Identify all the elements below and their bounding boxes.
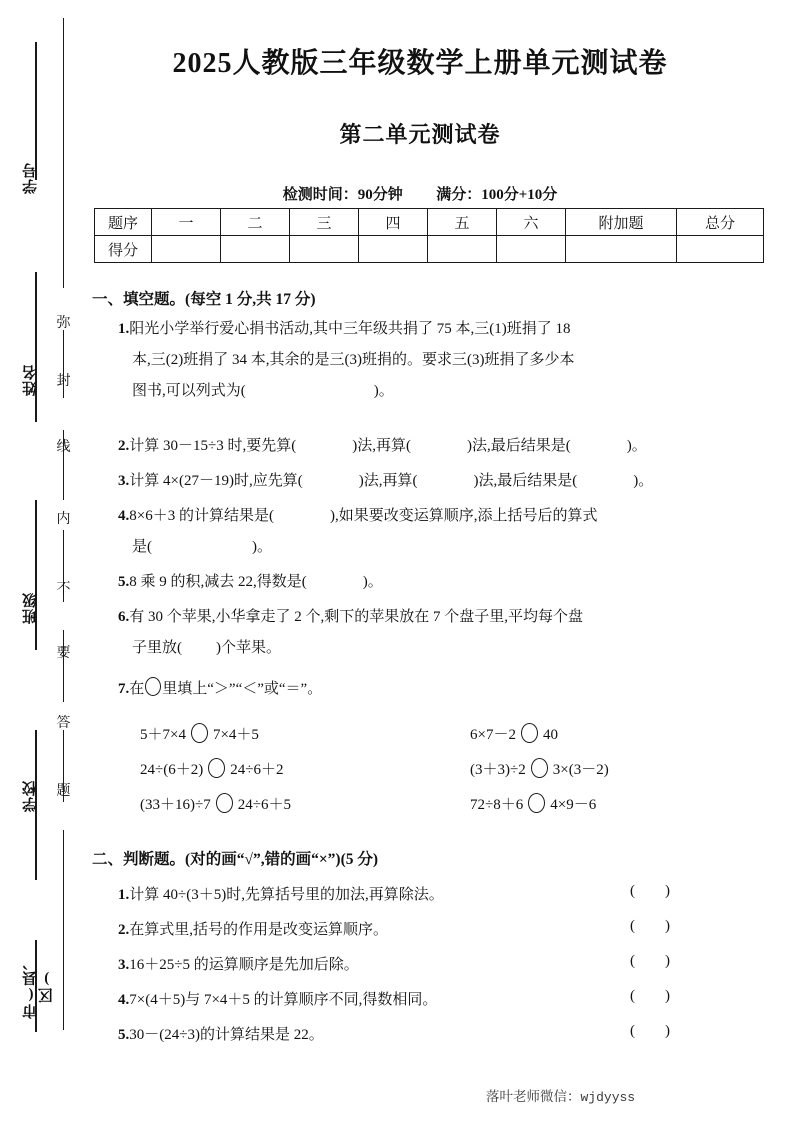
question-4-number: 4.	[118, 508, 130, 524]
score-cell-extra[interactable]	[566, 236, 677, 263]
question-2-number: 2.	[118, 438, 130, 454]
question-3-number: 3.	[118, 473, 130, 489]
judgment-question-1	[118, 880, 444, 911]
judgment-5-paren-open: (	[630, 1023, 635, 1039]
score-table-col-3: 三	[290, 209, 359, 236]
comparison-item-4	[470, 723, 558, 744]
seal-word-4: 内	[56, 512, 71, 527]
seal-label-class: 班级	[23, 592, 39, 624]
page-subtitle: 第二单元测试卷	[339, 122, 501, 147]
section-2-heading	[92, 847, 378, 869]
question-1-line-1	[118, 314, 571, 345]
question-3-text-a: 计算 4×(27－19)时,应先算(	[129, 473, 303, 489]
comparison-5-left: (3＋3)÷2	[470, 762, 526, 778]
judgment-1-answer-parens[interactable]	[630, 883, 670, 900]
question-2-text-c: )法,最后结果是(	[466, 438, 571, 454]
comparison-2-left: 24÷(6＋2)	[140, 762, 204, 778]
score-table-col-5: 五	[428, 209, 497, 236]
judgment-1-number: 1.	[118, 887, 130, 903]
judgment-4-paren-close: )	[665, 988, 670, 1004]
judgment-question-3	[118, 950, 359, 981]
question-1-line-2	[132, 345, 574, 376]
table-row-score	[95, 236, 764, 263]
section-2-number: 二、	[92, 851, 124, 868]
circle-icon	[145, 677, 161, 696]
question-6-line-2	[132, 633, 281, 664]
comparison-1-circle-icon[interactable]	[191, 723, 208, 743]
question-4-line-1	[118, 501, 597, 532]
comparison-6-circle-icon[interactable]	[528, 793, 545, 813]
score-table-col-2: 二	[221, 209, 290, 236]
score-cell-4[interactable]	[359, 236, 428, 263]
question-7-prompt	[118, 674, 322, 705]
score-cell-2[interactable]	[221, 236, 290, 263]
question-1-text-line-2: 本,三(2)班捐了 34 本,其余的是三(3)班捐的。要求三(3)班捐了多少本	[132, 352, 575, 368]
question-4-line-2	[132, 532, 272, 563]
question-3-text-b: )法,再算(	[358, 473, 418, 489]
question-1-tail: )。	[373, 383, 394, 399]
score-cell-5[interactable]	[428, 236, 497, 263]
score-table-col-1: 一	[152, 209, 221, 236]
footer-note-value: wjdyyss	[580, 1090, 636, 1105]
comparison-1-left: 5＋7×4	[140, 727, 186, 743]
seal-dash-line-5	[63, 630, 64, 702]
comparison-3-right: 24÷6＋5	[237, 797, 291, 813]
comparison-5-right: 3×(3－2)	[552, 762, 609, 778]
question-2	[118, 431, 647, 462]
judgment-question-4	[118, 985, 437, 1016]
score-cell-3[interactable]	[290, 236, 359, 263]
footer-watermark-note	[486, 1085, 635, 1105]
question-2-text-d: )。	[626, 438, 647, 454]
full-score-text: 满分：100分+10分	[436, 187, 558, 203]
question-4-text-line-1-a: 8×6＋3 的计算结果是(	[129, 508, 274, 524]
judgment-1-paren-close: )	[665, 883, 670, 899]
exam-sheet	[80, 0, 801, 1122]
score-table-col-total: 总分	[677, 209, 764, 236]
seal-label-city-district: 市(县、区)	[23, 954, 55, 1020]
comparison-1-right: 7×4＋5	[212, 727, 259, 743]
score-table-row-label-score: 得分	[95, 236, 152, 263]
footer-note-label: 落叶老师微信：	[486, 1089, 581, 1104]
judgment-5-paren-close: )	[665, 1023, 670, 1039]
seal-word-1: 弥	[56, 316, 71, 331]
question-4-text-line-2-a: 是(	[132, 539, 152, 555]
seal-label-student-id: 学号	[23, 162, 39, 194]
question-1-line-3	[132, 376, 394, 407]
judgment-4-text: 7×(4＋5)与 7×4＋5 的计算顺序不同,得数相同。	[129, 992, 438, 1008]
judgment-4-number: 4.	[118, 992, 130, 1008]
judgment-3-number: 3.	[118, 957, 130, 973]
judgment-3-paren-close: )	[665, 953, 670, 969]
score-cell-1[interactable]	[152, 236, 221, 263]
seal-word-3: 线	[56, 440, 71, 455]
comparison-3-left: (33＋16)÷7	[140, 797, 211, 813]
comparison-6-right: 4×9－6	[550, 797, 597, 813]
question-5	[118, 567, 383, 598]
question-6-line-1	[118, 602, 583, 633]
comparison-6-left: 72÷8＋6	[470, 797, 524, 813]
comparison-4-left: 6×7－2	[470, 727, 516, 743]
question-3-text-d: )。	[633, 473, 654, 489]
question-6-text-line-2-b: )个苹果。	[216, 640, 281, 656]
question-3-text-c: )法,最后结果是(	[473, 473, 578, 489]
comparison-item-3	[140, 793, 291, 814]
judgment-4-paren-open: (	[630, 988, 635, 1004]
question-1-text-line-3: 图书,可以列式为(	[132, 383, 246, 399]
seal-margin-area	[0, 0, 80, 1122]
exam-meta	[80, 183, 760, 204]
score-cell-6[interactable]	[497, 236, 566, 263]
comparison-item-5	[470, 758, 609, 779]
comparison-2-circle-icon[interactable]	[208, 758, 225, 778]
score-table-col-6: 六	[497, 209, 566, 236]
comparison-5-circle-icon[interactable]	[531, 758, 548, 778]
judgment-2-paren-open: (	[630, 918, 635, 934]
question-6-number: 6.	[118, 609, 130, 625]
section-2-title: 判断题。	[123, 851, 186, 868]
section-1-title: 填空题。	[123, 291, 186, 308]
judgment-3-text: 16＋25÷5 的运算顺序是先加后除。	[129, 957, 359, 973]
question-5-text-a: 8 乘 9 的积,减去 22,得数是(	[129, 574, 307, 590]
comparison-3-circle-icon[interactable]	[216, 793, 233, 813]
question-2-text-b: )法,再算(	[352, 438, 411, 454]
judgment-2-text: 在算式里,括号的作用是改变运算顺序。	[129, 922, 389, 938]
comparison-2-right: 24÷6＋2	[230, 762, 284, 778]
question-6-text-line-1: 有 30 个苹果,小华拿走了 2 个,剩下的苹果放在 7 个盘子里,平均每个盘	[129, 609, 584, 625]
section-1-note: (每空 1 分,共 17 分)	[185, 291, 316, 308]
seal-dash-line-1	[63, 18, 64, 288]
judgment-2-answer-parens[interactable]	[630, 918, 670, 935]
score-table-col-extra: 附加题	[566, 209, 677, 236]
seal-word-2: 封	[56, 374, 71, 389]
judgment-5-number: 5.	[118, 1027, 130, 1043]
judgment-question-2	[118, 915, 388, 946]
question-4-text-line-1-b: ),如果要改变运算顺序,添上括号后的算式	[329, 508, 598, 524]
judgment-3-answer-parens[interactable]	[630, 953, 670, 970]
judgment-4-answer-parens[interactable]	[630, 988, 670, 1005]
comparison-4-circle-icon[interactable]	[521, 723, 538, 743]
table-row-header	[95, 209, 764, 236]
question-6-text-line-2-a: 子里放(	[132, 640, 182, 656]
comparison-item-1	[140, 723, 259, 744]
seal-label-school: 学校	[23, 780, 39, 812]
judgment-5-text: 30－(24÷3)的计算结果是 22。	[129, 1027, 324, 1043]
judgment-1-text: 计算 40÷(3＋5)时,先算括号里的加法,再算除法。	[129, 887, 444, 903]
comparison-item-2	[140, 758, 283, 779]
section-1-number: 一、	[92, 291, 124, 308]
question-5-text-b: )。	[362, 574, 383, 590]
section-2-note: (对的画“√”,错的画“×”)(5 分)	[185, 851, 379, 868]
seal-word-5: 不	[56, 582, 71, 597]
seal-word-7: 答	[56, 716, 71, 731]
question-7-prompt-a: 在	[129, 681, 145, 697]
judgment-1-paren-open: (	[630, 883, 635, 899]
question-5-number: 5.	[118, 574, 130, 590]
score-table	[94, 208, 764, 263]
page-title: 2025人教版三年级数学上册单元测试卷	[172, 48, 668, 79]
section-1-heading	[92, 287, 315, 309]
judgment-2-paren-close: )	[665, 918, 670, 934]
question-7-number: 7.	[118, 681, 130, 697]
score-table-col-4: 四	[359, 209, 428, 236]
judgment-3-paren-open: (	[630, 953, 635, 969]
question-4-text-line-2-b: )。	[252, 539, 272, 555]
seal-word-6: 要	[56, 646, 71, 661]
judgment-5-answer-parens[interactable]	[630, 1023, 670, 1040]
question-2-text-a: 计算 30－15÷3 时,要先算(	[129, 438, 297, 454]
question-7-prompt-b: 里填上“＞”“＜”或“＝”。	[162, 681, 323, 697]
seal-label-name: 姓名	[23, 364, 39, 396]
comparison-item-6	[470, 793, 596, 814]
seal-word-8: 题	[56, 784, 71, 799]
question-3	[118, 466, 653, 497]
seal-dash-line-7	[63, 830, 64, 1030]
judgment-2-number: 2.	[118, 922, 130, 938]
score-table-row-label-order: 题序	[95, 209, 152, 236]
score-cell-total[interactable]	[677, 236, 764, 263]
question-1-number: 1.	[118, 321, 130, 337]
judgment-question-5	[118, 1020, 324, 1051]
question-1-text-line-1: 阳光小学举行爱心捐书活动,其中三年级共捐了 75 本,三(1)班捐了 18	[129, 321, 571, 337]
comparison-4-right: 40	[542, 727, 558, 743]
exam-time-text: 检测时间：90分钟	[282, 187, 403, 203]
